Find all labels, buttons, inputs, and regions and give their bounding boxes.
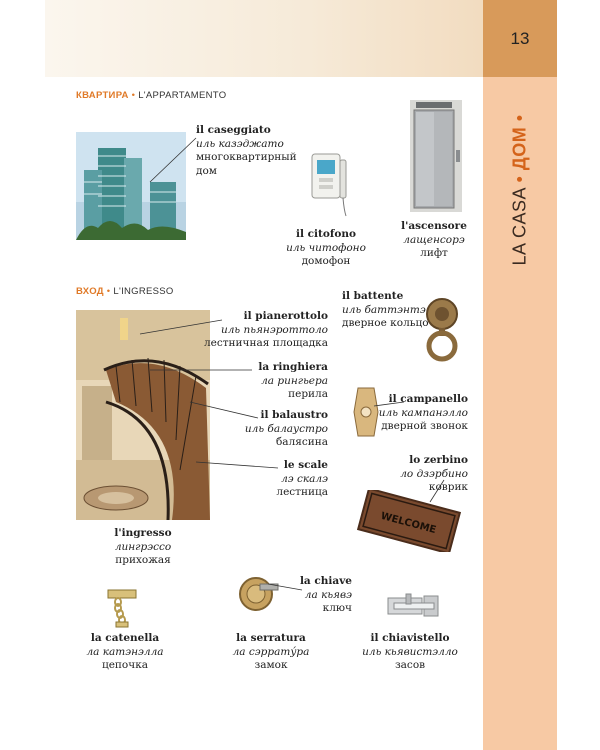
label-italian: il pianerottolo <box>243 310 328 322</box>
side-tab-separator: • <box>509 175 530 183</box>
label-transcription: ла катэнэлла <box>86 645 164 658</box>
label-italian: la catenella <box>90 632 160 644</box>
section-russian: КВАРТИРА <box>76 90 129 101</box>
label-italian: il chiavistello <box>370 632 450 644</box>
label-russian: прихожая <box>115 554 171 566</box>
section-russian: ВХОД <box>76 286 104 297</box>
label-italian: l'ascensore <box>401 220 467 232</box>
label-russian: перила <box>288 388 328 400</box>
section-separator: • <box>131 90 136 101</box>
label-transcription: ла рингьера <box>261 374 328 387</box>
label-transcription: лингрэссо <box>114 540 172 553</box>
label-italian: il caseggiato <box>196 124 271 136</box>
apartment-building-image <box>76 132 186 240</box>
label-transcription: ла кьявэ <box>304 588 352 601</box>
section-heading-apartment <box>76 90 226 101</box>
label-italian: la chiave <box>299 575 352 587</box>
label-russian: цепочка <box>101 659 149 671</box>
label-italian: il citofono <box>295 228 357 240</box>
label-balaustro <box>245 409 328 450</box>
label-zerbino <box>400 454 468 495</box>
side-tab-russian: ДОМ <box>509 126 530 171</box>
bolt-image <box>386 592 440 620</box>
label-ascensore <box>401 220 467 261</box>
header-band <box>45 0 483 77</box>
label-chiave <box>300 575 352 616</box>
staircase-image <box>76 310 210 520</box>
label-italian: la ringhiera <box>258 361 328 373</box>
section-italian: L'INGRESSO <box>113 286 174 297</box>
label-ringhiera <box>258 361 328 402</box>
label-transcription: ла сэррату́ра <box>232 645 310 658</box>
label-catenella <box>86 632 163 673</box>
doormat-text: WELCOME <box>379 510 438 537</box>
label-italian: la serratura <box>236 632 306 644</box>
section-heading-entrance <box>76 286 174 297</box>
label-transcription: иль баттэнтэ <box>342 303 426 316</box>
label-transcription: иль читофоно <box>286 241 366 254</box>
label-scale <box>276 459 328 500</box>
label-serratura <box>233 632 310 673</box>
label-chiavistello <box>362 632 458 673</box>
label-russian: коврик <box>428 481 468 493</box>
label-russian: засов <box>394 659 426 671</box>
elevator-image <box>410 100 462 212</box>
label-battente <box>342 290 429 331</box>
section-italian: L'APPARTAMENTO <box>138 90 227 101</box>
label-russian: дверное кольцо <box>342 317 429 329</box>
section-separator: • <box>106 286 111 297</box>
label-transcription: лэ скалэ <box>281 472 328 485</box>
label-russian: лифт <box>420 247 448 259</box>
label-russian-2: дом <box>196 164 217 177</box>
label-italian: il battente <box>342 290 404 302</box>
label-russian: дверной звонок <box>381 420 468 432</box>
side-tab-italian: LA CASA <box>509 187 530 266</box>
label-russian: ключ <box>322 602 352 614</box>
label-transcription: иль кампанэлло <box>378 406 468 419</box>
doormat-image <box>356 490 462 552</box>
label-italian: il balaustro <box>260 409 328 421</box>
page-number <box>483 0 557 77</box>
door-chain-image <box>106 588 138 628</box>
label-italian: il campanello <box>388 393 468 405</box>
label-transcription: иль казэджато <box>196 137 284 150</box>
label-russian: многоквартирный <box>196 151 297 163</box>
label-russian: лестничная площадка <box>203 337 328 349</box>
label-russian: замок <box>254 659 288 671</box>
label-italian: lo zerbino <box>409 454 468 466</box>
label-caseggiato <box>196 124 297 178</box>
label-transcription: иль балаустро <box>244 422 328 435</box>
label-italian: l'ingresso <box>114 527 172 539</box>
label-italian: le scale <box>283 459 328 471</box>
label-ingresso <box>114 527 171 568</box>
label-transcription: ло дзэрбино <box>400 467 468 480</box>
label-pianerottolo <box>204 310 328 351</box>
key-lock-image <box>238 572 282 614</box>
label-russian: домофон <box>301 255 351 267</box>
intercom-image <box>310 152 352 218</box>
page-number-text: 13 <box>510 28 530 48</box>
label-transcription: иль пьянэроттоло <box>220 323 328 336</box>
label-transcription: лащенсорэ <box>403 233 465 246</box>
label-transcription: иль кьявистэлло <box>362 645 458 658</box>
side-tab-title <box>510 114 531 265</box>
label-campanello <box>379 393 468 434</box>
label-citofono <box>286 228 366 269</box>
label-russian: лестница <box>276 486 328 498</box>
side-tab-separator-2: • <box>509 114 530 122</box>
label-russian: балясина <box>275 436 328 448</box>
